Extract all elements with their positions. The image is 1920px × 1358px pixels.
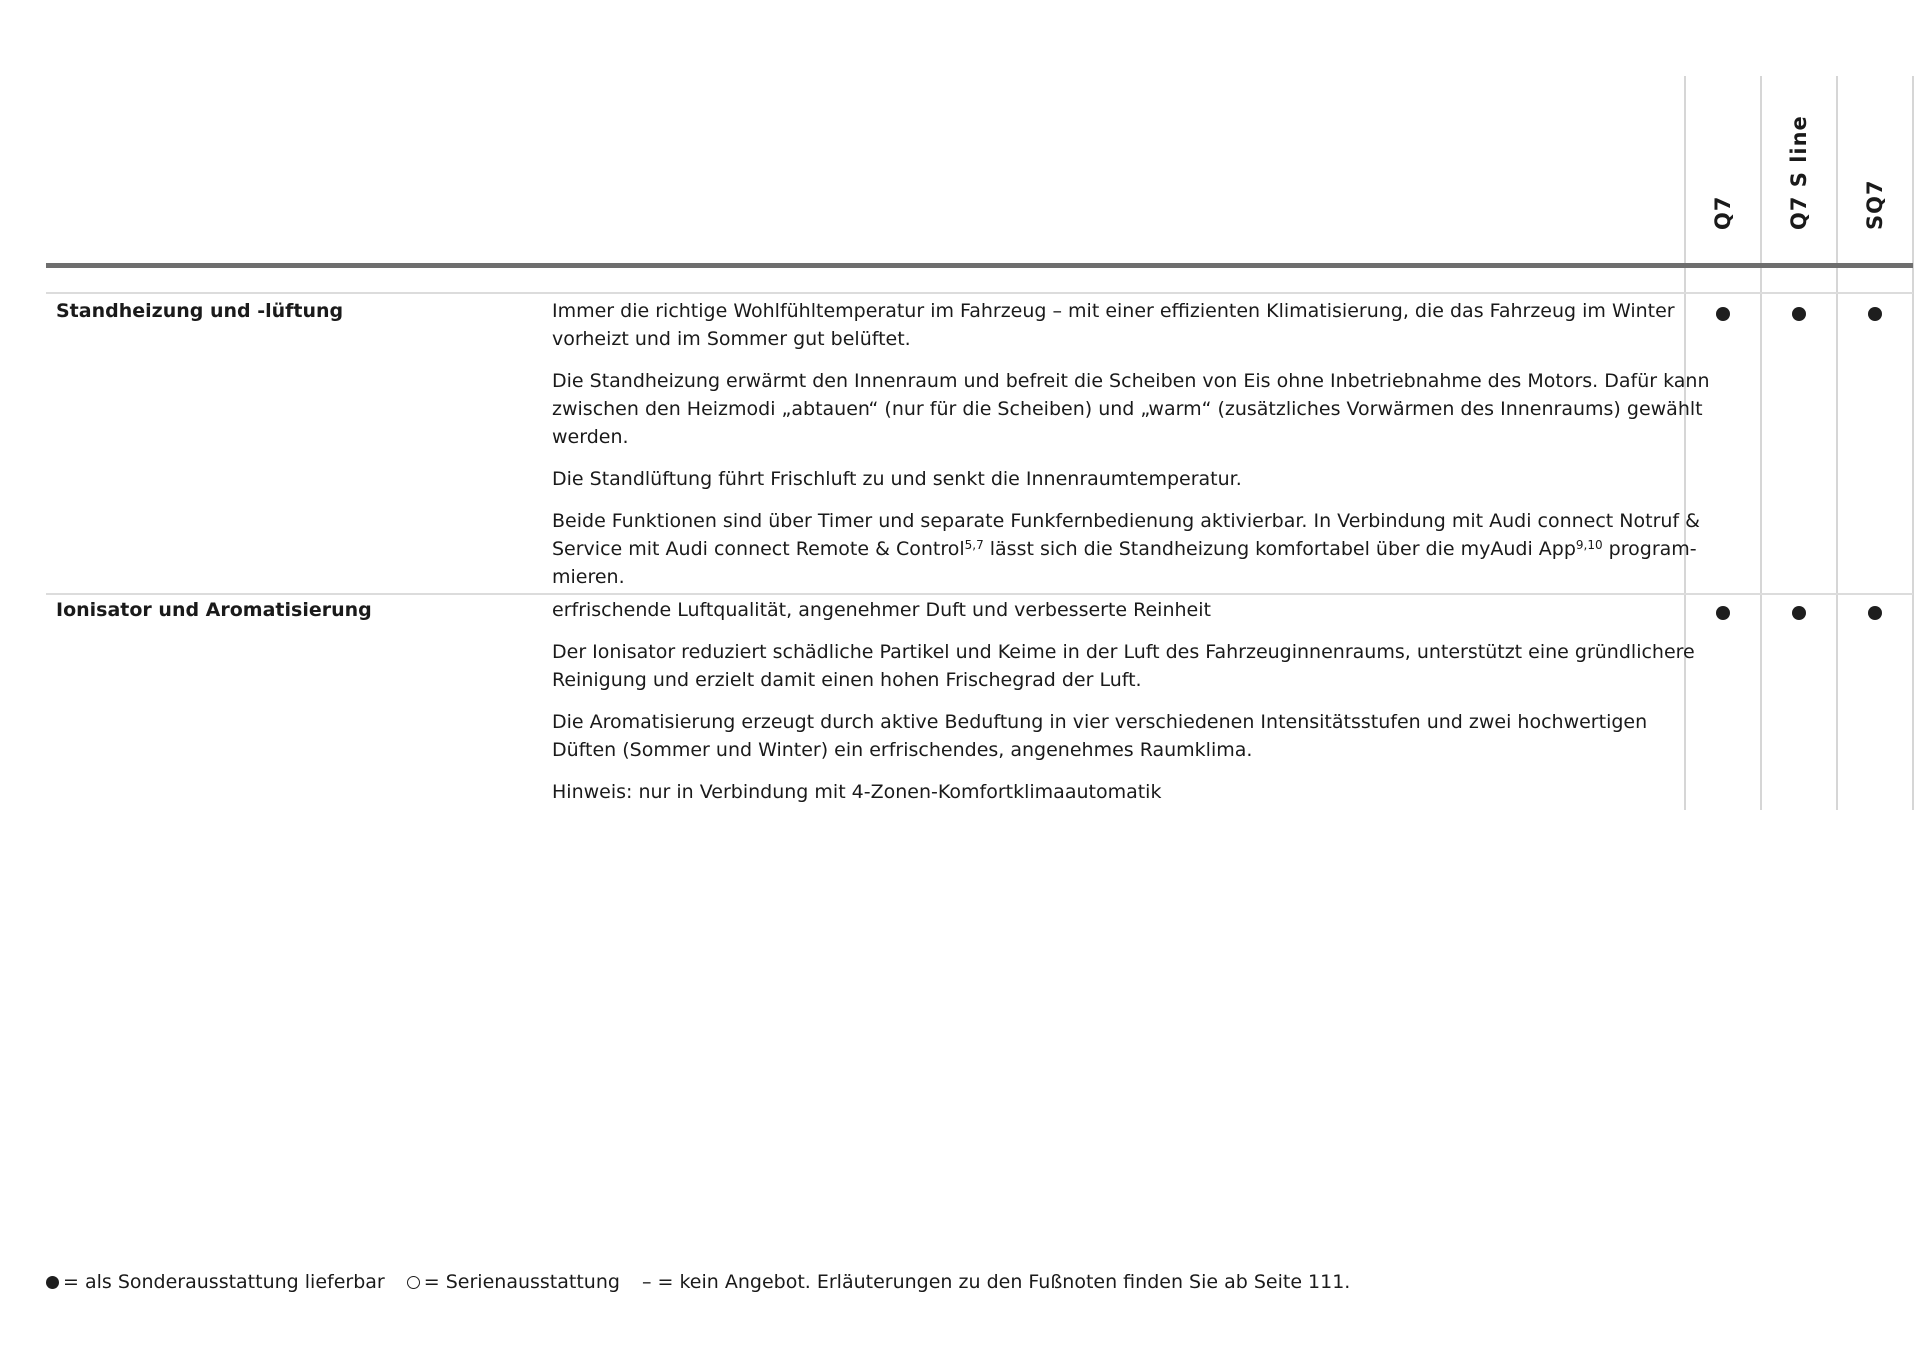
availability-dot-q7-s-line: [1792, 307, 1806, 321]
column-header-label: SQ7: [1863, 179, 1887, 230]
column-header-sq7: [1838, 76, 1912, 254]
availability-dot-sq7: [1868, 307, 1882, 321]
legend-none: [642, 1268, 1350, 1296]
legend-optional: [46, 1268, 385, 1296]
filled-circle-icon: [46, 1276, 59, 1289]
feature-row-standheizung: [46, 297, 1913, 594]
header-rule: [46, 263, 1913, 268]
row-divider: [46, 292, 1913, 294]
legend-standard: [407, 1268, 620, 1296]
feature-paragraph: Die Standlüftung führt Frischluft zu und senkt die Innenraumtemperatur.: [552, 468, 1242, 490]
feature-paragraph: [552, 507, 1717, 591]
column-header-label: Q7 S line: [1787, 115, 1811, 230]
row-divider: [46, 593, 1913, 595]
feature-paragraph: Die Aromatisierung erzeugt durch aktive Beduftung in vier verschiedenen Intensitätsstufen und zwei hochwertigen Düften (Sommer und Winter) ein erfrischendes, angenehmes Raumklima.: [552, 711, 1648, 761]
availability-dot-q7-s-line: [1792, 606, 1806, 620]
availability-dot-q7: [1716, 307, 1730, 321]
open-circle-icon: [407, 1276, 420, 1289]
feature-description: [552, 297, 1717, 605]
availability-dot-q7: [1716, 606, 1730, 620]
column-header-label: Q7: [1711, 195, 1735, 230]
legend-text: = als Sonderausstattung lieferbar: [63, 1271, 385, 1293]
column-header-q7: [1686, 76, 1760, 254]
footnote-ref: 9,10: [1575, 538, 1603, 552]
paragraph-text: Beide Funktionen sind über Timer und separate Funkfernbedienung aktivierbar. In Verbindung mit Audi connect Notruf & Service mit Audi connect Remote & Control: [552, 510, 1700, 560]
availability-dot-sq7: [1868, 606, 1882, 620]
feature-paragraph: Die Standheizung erwärmt den Innenraum und befreit die Scheiben von Eis ohne Inbetriebnahme des Motors. Dafür kann zwischen den Heizmodi „abtauen“ (nur für die Scheiben) und „warm“ (zusätzliches Vorwärmen des Innenraums) gewählt werden.: [552, 370, 1710, 448]
feature-paragraph: Der Ionisator reduziert schädliche Partikel und Keime in der Luft des Fahrzeuginnenraums, unterstützt eine gründlichere Reinigung und erzielt damit einen hohen Frischegrad der Luft.: [552, 641, 1695, 691]
feature-paragraph: Hinweis: nur in Verbindung mit 4-Zonen-Komfortklimaautomatik: [552, 781, 1162, 803]
column-header-q7-s-line: [1762, 76, 1836, 254]
feature-title: Standheizung und -lüftung: [56, 300, 344, 322]
feature-paragraph: Immer die richtige Wohlfühltemperatur im Fahrzeug – mit einer effizienten Klimatisierung, die das Fahrzeug im Winter vorheizt und im Sommer gut belüftet.: [552, 300, 1675, 350]
paragraph-text: programmieren.: [552, 538, 1697, 588]
feature-row-ionisator: [46, 596, 1913, 810]
legend-text: – = kein Angebot. Erläuterungen zu den Fußnoten finden Sie ab Seite 111.: [641, 1271, 1351, 1293]
feature-paragraph: erfrischende Luftqualität, angenehmer Duft und verbesserte Reinheit: [552, 599, 1211, 621]
footnote-ref: 5,7: [964, 538, 984, 552]
feature-description: [552, 596, 1717, 820]
legend: [46, 1268, 1366, 1296]
feature-title: Ionisator und Aromatisierung: [56, 599, 372, 621]
legend-text: = Serienausstattung: [423, 1271, 620, 1293]
paragraph-text: lässt sich die Standheizung komfortabel über die myAudi App: [983, 538, 1576, 560]
